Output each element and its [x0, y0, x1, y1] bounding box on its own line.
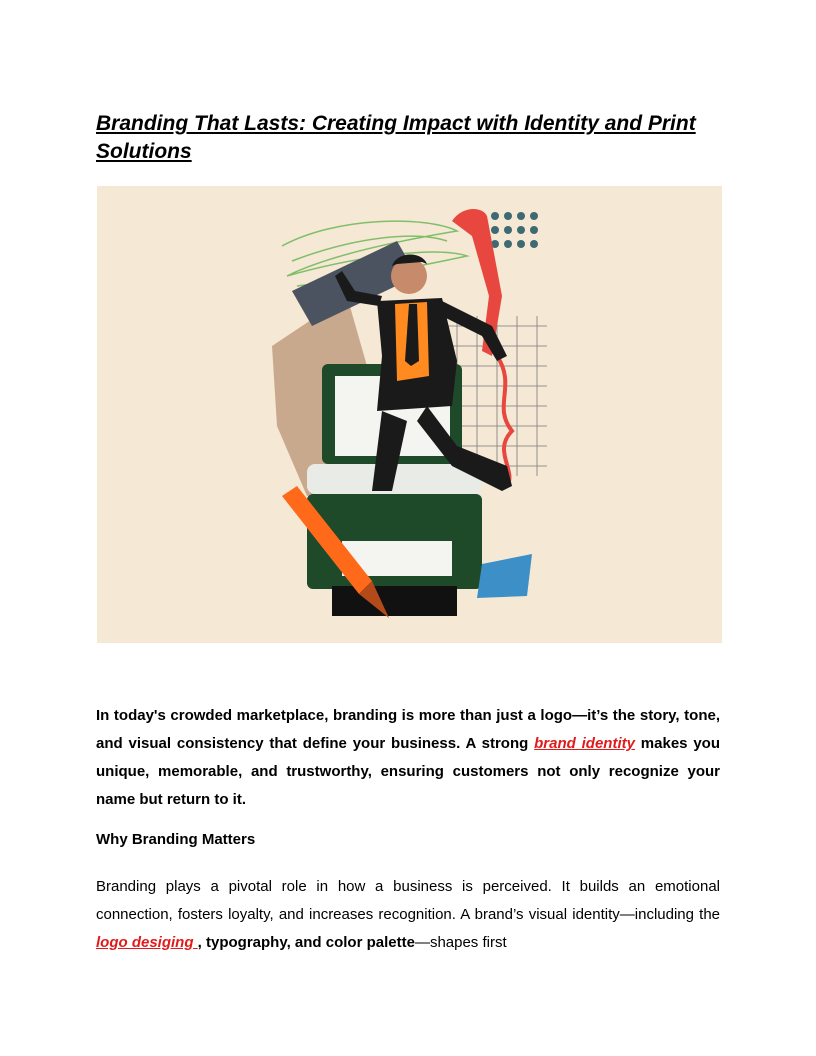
logo-design-link[interactable]: logo desiging — [96, 934, 198, 951]
hero-image — [97, 186, 722, 643]
page-title: Branding That Lasts: Creating Impact with Identity and Print Solutions — [96, 112, 696, 163]
section-heading: Why Branding Matters — [96, 831, 256, 848]
printer-output — [332, 586, 457, 616]
brand-identity-link[interactable]: brand identity — [534, 735, 635, 752]
section-body-paragraph: Branding plays a pivotal role in how a business is perceived. It builds an emotional connection, fosters loyalty, and increases recognition. A brand’s visual identity—including the logo desiging , typography, and color palette—shapes first — [96, 878, 720, 951]
blue-paper-shape — [477, 554, 532, 598]
intro-paragraph: In today's crowded marketplace, branding is more than just a logo—it’s the story, tone, and visual consistency that define your business. A strong brand identity makes you unique, memorable, and trustworthy, ensuring customers not only recognize your name but return to it. — [96, 707, 721, 808]
